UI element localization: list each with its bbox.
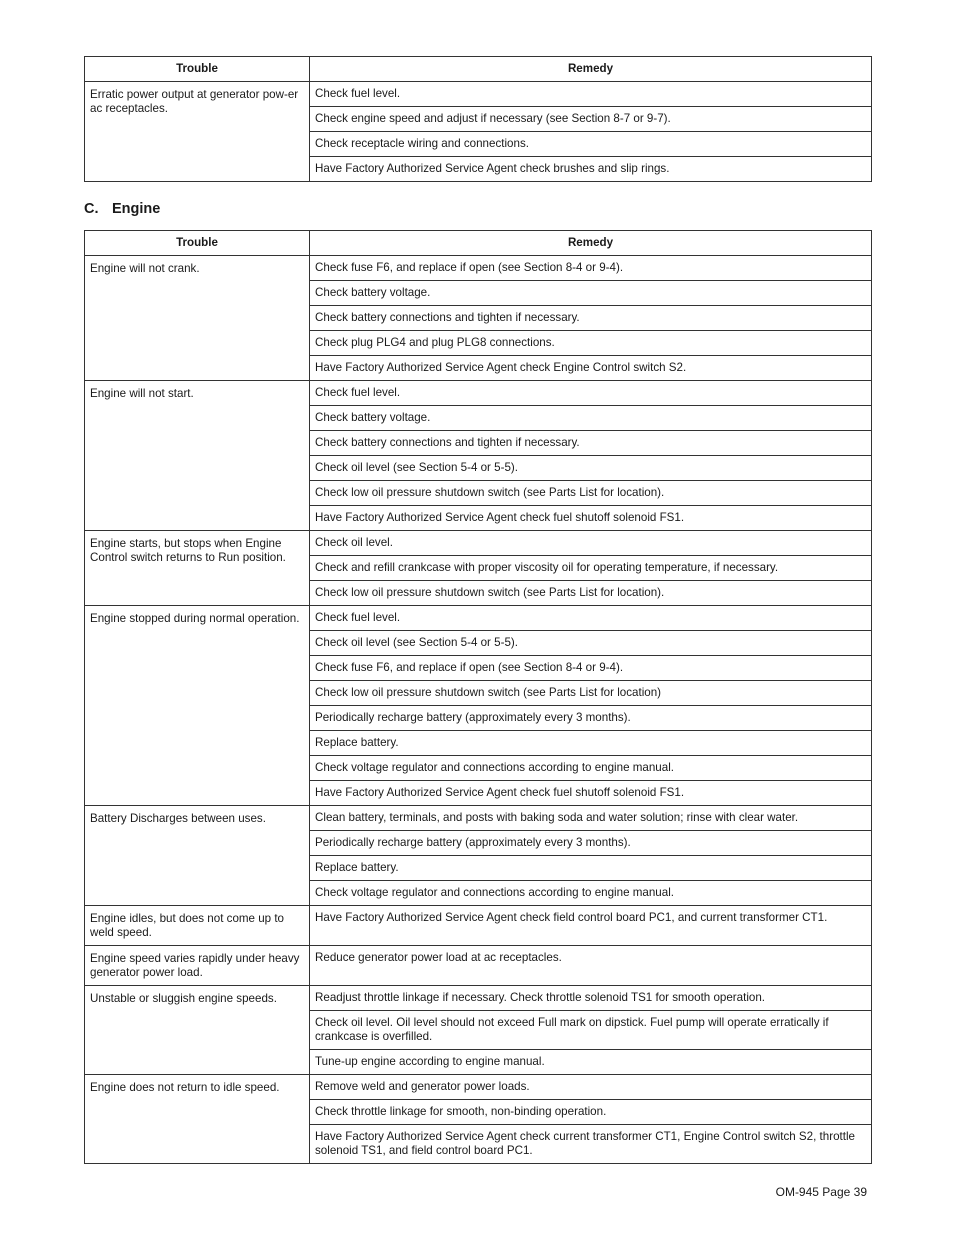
remedy-cell: Check low oil pressure shutdown switch (see Parts List for location). [310,481,872,506]
trouble-cell: Engine will not start. [85,381,310,531]
remedy-cell: Readjust throttle linkage if necessary. Check throttle solenoid TS1 for smooth operation. [310,986,872,1011]
remedy-column-header: Remedy [310,231,872,256]
table-body [85,82,872,182]
remedy-cell: Check battery connections and tighten if necessary. [310,431,872,456]
remedy-cell: Remove weld and generator power loads. [310,1075,872,1100]
remedy-cell: Check plug PLG4 and plug PLG8 connections. [310,331,872,356]
trouble-column-header: Trouble [85,231,310,256]
remedy-cell: Check oil level. [310,531,872,556]
remedy-cell: Have Factory Authorized Service Agent check field control board PC1, and current transformer CT1. [310,906,872,946]
remedy-cell: Replace battery. [310,731,872,756]
remedy-cell: Reduce generator power load at ac receptacles. [310,946,872,986]
table-row [85,1075,872,1100]
remedy-cell: Check receptacle wiring and connections. [310,132,872,157]
table-row [85,531,872,556]
remedy-cell: Check oil level (see Section 5-4 or 5-5). [310,631,872,656]
trouble-cell: Erratic power output at generator pow-er ac receptacles. [85,82,310,182]
trouble-cell: Engine idles, but does not come up to weld speed. [85,906,310,946]
trouble-cell: Engine starts, but stops when Engine Control switch returns to Run position. [85,531,310,606]
trouble-column-header: Trouble [85,57,310,82]
remedy-cell: Check oil level (see Section 5-4 or 5-5). [310,456,872,481]
remedy-cell: Have Factory Authorized Service Agent check Engine Control switch S2. [310,356,872,381]
remedy-cell: Periodically recharge battery (approximately every 3 months). [310,706,872,731]
trouble-cell: Engine does not return to idle speed. [85,1075,310,1164]
remedy-cell: Have Factory Authorized Service Agent check fuel shutoff solenoid FS1. [310,506,872,531]
table-row [85,806,872,831]
remedy-cell: Check battery voltage. [310,406,872,431]
remedy-cell: Check fuse F6, and replace if open (see Section 8-4 or 9-4). [310,256,872,281]
troubleshooting-table-generator [84,56,872,182]
remedy-cell: Check and refill crankcase with proper viscosity oil for operating temperature, if necessary. [310,556,872,581]
remedy-cell: Tune-up engine according to engine manual. [310,1050,872,1075]
table-header-row [85,57,872,82]
remedy-cell: Check low oil pressure shutdown switch (see Parts List for location) [310,681,872,706]
section-letter: C. [84,201,99,217]
section-heading [84,201,160,217]
remedy-cell: Periodically recharge battery (approximately every 3 months). [310,831,872,856]
table-row [85,381,872,406]
remedy-cell: Check fuel level. [310,606,872,631]
remedy-cell: Check voltage regulator and connections according to engine manual. [310,881,872,906]
table-row [85,82,872,107]
remedy-cell: Check fuel level. [310,381,872,406]
trouble-cell: Unstable or sluggish engine speeds. [85,986,310,1075]
troubleshooting-table-engine [84,230,872,1164]
trouble-cell: Engine stopped during normal operation. [85,606,310,806]
remedy-column-header: Remedy [310,57,872,82]
table-row [85,986,872,1011]
remedy-cell: Check throttle linkage for smooth, non-binding operation. [310,1100,872,1125]
table-header-row [85,231,872,256]
remedy-cell: Check battery connections and tighten if necessary. [310,306,872,331]
remedy-cell: Check voltage regulator and connections according to engine manual. [310,756,872,781]
table-row [85,946,872,986]
table-row [85,256,872,281]
table-row [85,906,872,946]
remedy-cell: Check engine speed and adjust if necessary (see Section 8-7 or 9-7). [310,107,872,132]
table-row [85,606,872,631]
remedy-cell: Check fuse F6, and replace if open (see Section 8-4 or 9-4). [310,656,872,681]
remedy-cell: Have Factory Authorized Service Agent check fuel shutoff solenoid FS1. [310,781,872,806]
trouble-cell: Battery Discharges between uses. [85,806,310,906]
remedy-cell: Replace battery. [310,856,872,881]
remedy-cell: Check oil level. Oil level should not exceed Full mark on dipstick. Fuel pump will operate erratically if crankcase is overfilled. [310,1011,872,1050]
trouble-cell: Engine speed varies rapidly under heavy generator power load. [85,946,310,986]
remedy-cell: Check fuel level. [310,82,872,107]
remedy-cell: Have Factory Authorized Service Agent check brushes and slip rings. [310,157,872,182]
section-title: Engine [112,201,161,217]
remedy-cell: Have Factory Authorized Service Agent check current transformer CT1, Engine Control switch S2, throttle solenoid TS1, and field control board PC1. [310,1125,872,1164]
table-body [85,256,872,1164]
remedy-cell: Clean battery, terminals, and posts with baking soda and water solution; rinse with clear water. [310,806,872,831]
trouble-cell: Engine will not crank. [85,256,310,381]
page-footer: OM-945 Page 39 [775,1185,867,1199]
remedy-cell: Check low oil pressure shutdown switch (see Parts List for location). [310,581,872,606]
remedy-cell: Check battery voltage. [310,281,872,306]
